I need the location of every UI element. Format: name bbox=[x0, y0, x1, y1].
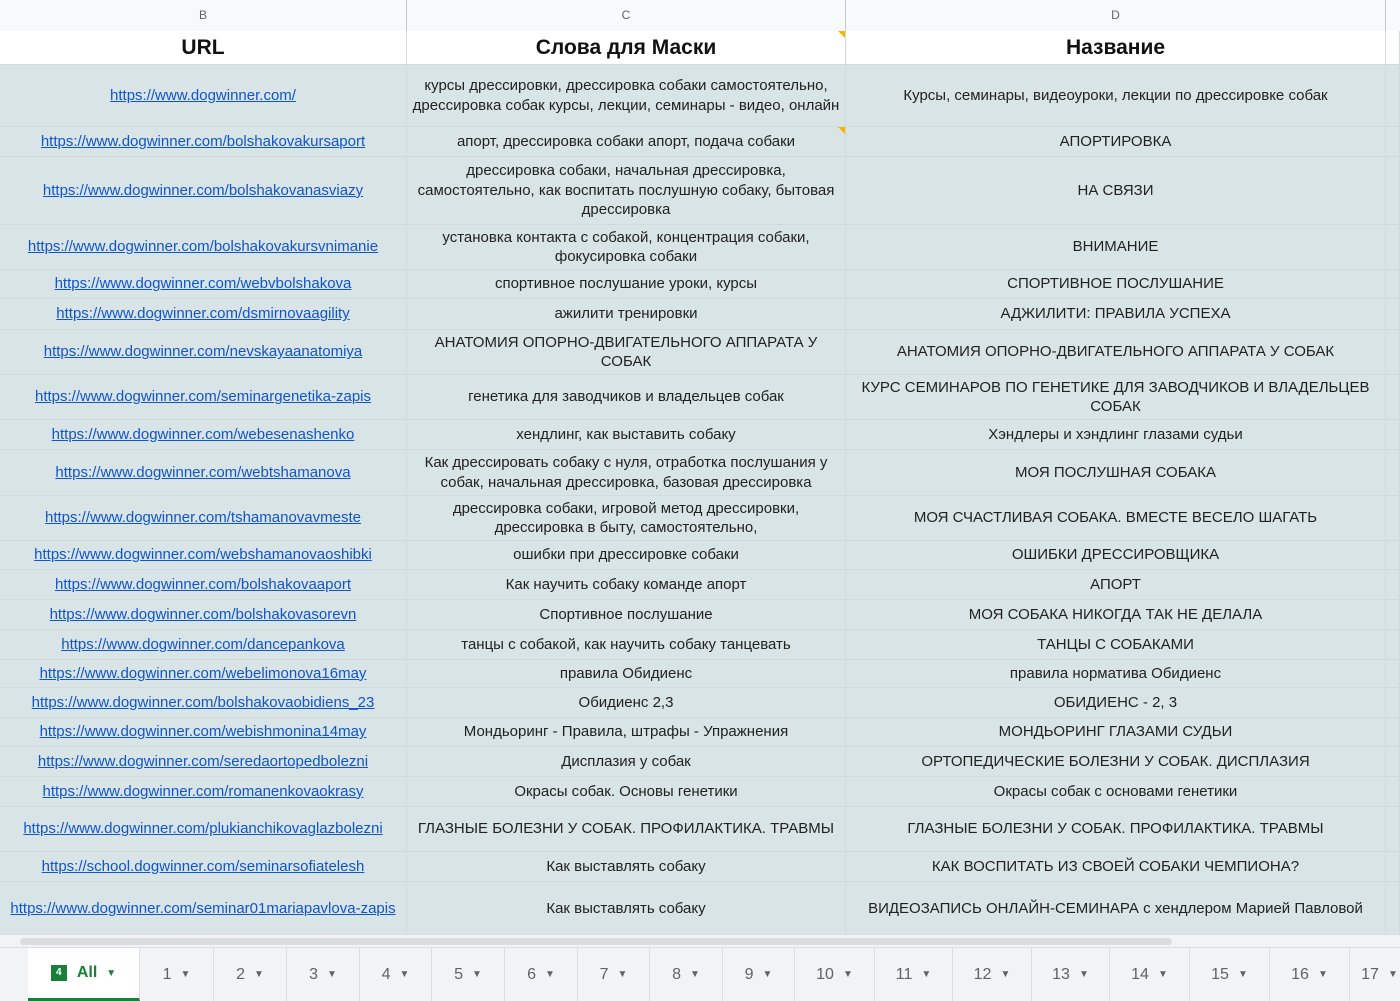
url-cell[interactable] bbox=[0, 852, 407, 882]
header-name[interactable]: Название bbox=[846, 31, 1386, 65]
url-link[interactable]: https://www.dogwinner.com/webishmonina14may bbox=[39, 723, 367, 741]
cell-e[interactable] bbox=[1386, 450, 1400, 496]
mask-cell[interactable]: Как выставлять собаку bbox=[407, 882, 846, 935]
url-link[interactable]: https://www.dogwinner.com/webesenashenko bbox=[51, 425, 355, 443]
sheet-tab-label: 2 bbox=[236, 965, 245, 983]
cell-e[interactable] bbox=[1386, 541, 1400, 570]
name-cell[interactable]: МОЯ ПОСЛУШНАЯ СОБАКА bbox=[846, 450, 1386, 496]
chevron-down-icon[interactable]: ▼ bbox=[180, 969, 191, 980]
chevron-down-icon[interactable]: ▼ bbox=[106, 967, 117, 979]
chevron-down-icon[interactable]: ▼ bbox=[1000, 969, 1011, 980]
sheet-tab-2[interactable] bbox=[214, 948, 287, 1001]
table-row bbox=[0, 718, 1400, 747]
chevron-down-icon[interactable]: ▼ bbox=[1317, 969, 1328, 980]
url-cell[interactable] bbox=[0, 65, 407, 127]
mask-cell[interactable]: Как выставлять собаку bbox=[407, 852, 846, 882]
url-link[interactable]: https://www.dogwinner.com/bolshakovaaport bbox=[55, 575, 351, 593]
mask-cell[interactable]: ошибки при дрессировке собаки bbox=[407, 541, 846, 570]
sheet-tab-label: 9 bbox=[744, 965, 754, 983]
chevron-down-icon[interactable]: ▼ bbox=[921, 969, 932, 980]
url-cell[interactable] bbox=[0, 882, 407, 935]
url-cell[interactable] bbox=[0, 157, 407, 225]
mask-cell[interactable]: курсы дрессировки, дрессировка собаки самостоятельно, дрессировка собак курсы, лекции, семинары - видео, онлайн bbox=[407, 65, 846, 127]
url-link[interactable]: https://www.dogwinner.com/plukianchikovaglazbolezni bbox=[23, 820, 383, 838]
url-cell[interactable] bbox=[0, 127, 407, 157]
cell-e[interactable] bbox=[1386, 630, 1400, 660]
url-cell[interactable] bbox=[0, 299, 407, 330]
chevron-down-icon[interactable]: ▼ bbox=[254, 969, 264, 980]
cell-e[interactable] bbox=[1386, 600, 1400, 630]
sheet-tab-label: 6 bbox=[527, 965, 536, 983]
note-indicator-icon[interactable] bbox=[838, 31, 845, 38]
mask-cell[interactable]: Мондьоринг - Правила, штрафы - Упражнения bbox=[407, 718, 846, 747]
cell-e[interactable] bbox=[1386, 882, 1400, 935]
cell-e[interactable] bbox=[1386, 747, 1400, 777]
mask-cell[interactable]: спортивное послушание уроки, курсы bbox=[407, 270, 846, 299]
chevron-down-icon[interactable]: ▼ bbox=[617, 969, 628, 980]
url-cell[interactable] bbox=[0, 420, 407, 450]
url-cell[interactable] bbox=[0, 570, 407, 600]
chevron-down-icon[interactable]: ▼ bbox=[842, 969, 853, 980]
table-row bbox=[0, 420, 1400, 450]
url-link[interactable]: https://www.dogwinner.com/webvbolshakova bbox=[54, 275, 352, 293]
table-row bbox=[0, 65, 1400, 127]
chevron-down-icon[interactable]: ▼ bbox=[1237, 969, 1248, 980]
name-cell[interactable]: МОЯ СЧАСТЛИВАЯ СОБАКА. ВМЕСТЕ ВЕСЕЛО ШАГАТЬ bbox=[846, 496, 1386, 541]
cell-e[interactable] bbox=[1386, 225, 1400, 270]
chevron-down-icon[interactable]: ▼ bbox=[327, 969, 337, 980]
name-cell[interactable]: СПОРТИВНОЕ ПОСЛУШАНИЕ bbox=[846, 270, 1386, 299]
name-cell[interactable]: Курсы, семинары, видеоуроки, лекции по дрессировке собак bbox=[846, 65, 1386, 127]
table-row bbox=[0, 375, 1400, 420]
url-cell[interactable] bbox=[0, 777, 407, 807]
url-link[interactable]: https://www.dogwinner.com/bolshakovakursvnimanie bbox=[27, 238, 379, 256]
mask-cell[interactable]: дрессировка собаки, игровой метод дрессировки, дрессировка в быту, самостоятельно, bbox=[407, 496, 846, 541]
url-link[interactable]: https://www.dogwinner.com/romanenkovaokrasy bbox=[42, 782, 364, 800]
name-cell[interactable]: АПОРТИРОВКА bbox=[846, 127, 1386, 157]
sheet-tab-label: 14 bbox=[1131, 965, 1149, 983]
mask-cell[interactable]: установка контакта с собакой, концентрация собаки, фокусировка собаки bbox=[407, 225, 846, 270]
sheet-tab-17[interactable] bbox=[1350, 948, 1400, 1001]
name-cell[interactable]: НА СВЯЗИ bbox=[846, 157, 1386, 225]
table-row bbox=[0, 777, 1400, 807]
sheet-tab-label: 10 bbox=[816, 965, 834, 983]
chevron-down-icon[interactable]: ▼ bbox=[399, 969, 410, 980]
sheet-tab-1[interactable] bbox=[140, 948, 214, 1001]
table-row bbox=[0, 450, 1400, 496]
cell-e[interactable] bbox=[1386, 420, 1400, 450]
mask-cell[interactable]: Как научить собаку команде апорт bbox=[407, 570, 846, 600]
cell-e[interactable] bbox=[1386, 375, 1400, 420]
table-row bbox=[0, 660, 1400, 688]
name-cell[interactable]: АДЖИЛИТИ: ПРАВИЛА УСПЕХА bbox=[846, 299, 1386, 330]
cell-e[interactable] bbox=[1386, 660, 1400, 688]
sheet-tab-label: All bbox=[76, 964, 98, 981]
name-cell[interactable]: ОБИДИЕНС - 2, 3 bbox=[846, 688, 1386, 718]
column-header-c[interactable]: C bbox=[407, 0, 846, 31]
url-link[interactable]: https://www.dogwinner.com/bolshakovanasviazy bbox=[42, 181, 364, 199]
sheet-tab-label: 16 bbox=[1291, 965, 1309, 983]
header-mask[interactable]: Слова для Маски bbox=[407, 31, 846, 65]
table-row bbox=[0, 496, 1400, 541]
url-link[interactable]: https://www.dogwinner.com/bolshakovasorevn bbox=[49, 605, 357, 623]
cell-e[interactable] bbox=[1386, 777, 1400, 807]
url-cell[interactable] bbox=[0, 450, 407, 496]
cell-e[interactable] bbox=[1386, 65, 1400, 127]
cell-e[interactable] bbox=[1386, 807, 1400, 852]
url-cell[interactable] bbox=[0, 747, 407, 777]
sheet-tab-label: 4 bbox=[381, 965, 391, 983]
name-cell[interactable]: ВИДЕОЗАПИСЬ ОНЛАЙН-СЕМИНАРА с хендлером Марией Павловой bbox=[846, 882, 1386, 935]
url-cell[interactable] bbox=[0, 330, 407, 375]
mask-cell[interactable]: Дисплазия у собак bbox=[407, 747, 846, 777]
name-cell[interactable]: правила норматива Обидиенс bbox=[846, 660, 1386, 688]
url-cell[interactable] bbox=[0, 600, 407, 630]
chevron-down-icon[interactable]: ▼ bbox=[472, 969, 482, 980]
sheet-tab-label: 1 bbox=[162, 965, 172, 983]
chevron-down-icon[interactable]: ▼ bbox=[1078, 969, 1089, 980]
note-indicator-icon[interactable] bbox=[838, 127, 845, 134]
name-cell[interactable]: ОРТОПЕДИЧЕСКИЕ БОЛЕЗНИ У СОБАК. ДИСПЛАЗИЯ bbox=[846, 747, 1386, 777]
url-cell[interactable] bbox=[0, 688, 407, 718]
url-link[interactable]: https://www.dogwinner.com/webshamanovaoshibki bbox=[34, 546, 372, 564]
sheet-tab-11[interactable] bbox=[875, 948, 953, 1001]
mask-cell[interactable]: ажилити тренировки bbox=[407, 299, 846, 330]
table-row bbox=[0, 630, 1400, 660]
mask-cell[interactable]: правила Обидиенс bbox=[407, 660, 846, 688]
sheet-tab-label: 15 bbox=[1211, 965, 1229, 983]
table-row bbox=[0, 882, 1400, 935]
sheet-tab-3[interactable] bbox=[287, 948, 360, 1001]
url-cell[interactable] bbox=[0, 225, 407, 270]
name-cell[interactable]: КУРС СЕМИНАРОВ ПО ГЕНЕТИКЕ ДЛЯ ЗАВОДЧИКОВ И ВЛАДЕЛЬЦЕВ СОБАК bbox=[846, 375, 1386, 420]
mask-cell[interactable]: Окрасы собак. Основы генетики bbox=[407, 777, 846, 807]
name-cell[interactable]: МОЯ СОБАКА НИКОГДА ТАК НЕ ДЕЛАЛА bbox=[846, 600, 1386, 630]
url-link[interactable]: https://www.dogwinner.com/dancepankova bbox=[61, 635, 345, 653]
url-link[interactable]: https://www.dogwinner.com/bolshakovaobidiens_23 bbox=[31, 693, 375, 711]
sheet-tab-12[interactable] bbox=[953, 948, 1032, 1001]
sheet-tab-label: 8 bbox=[672, 965, 681, 983]
url-cell[interactable] bbox=[0, 270, 407, 299]
cell-e[interactable] bbox=[1386, 718, 1400, 747]
mask-cell[interactable]: Спортивное послушание bbox=[407, 600, 846, 630]
sheet-tab-9[interactable] bbox=[723, 948, 795, 1001]
mask-cell[interactable]: генетика для заводчиков и владельцев собак bbox=[407, 375, 846, 420]
sheet-tab-label: 12 bbox=[973, 965, 992, 983]
url-link[interactable]: https://www.dogwinner.com/dsmirnovaagility bbox=[56, 305, 350, 323]
table-row bbox=[0, 225, 1400, 270]
table-row bbox=[0, 852, 1400, 882]
table-row bbox=[0, 570, 1400, 600]
table-row bbox=[0, 541, 1400, 570]
sheet-tab-label: 11 bbox=[895, 965, 913, 983]
cell-e[interactable] bbox=[1386, 570, 1400, 600]
sheet-tab-16[interactable] bbox=[1270, 948, 1350, 1001]
url-link[interactable]: https://www.dogwinner.com/webelimonova16may bbox=[39, 664, 367, 682]
sheet-tab-label: 17 bbox=[1361, 965, 1379, 983]
header-url[interactable]: URL bbox=[0, 31, 407, 65]
column-header-b[interactable]: B bbox=[0, 0, 407, 31]
name-cell[interactable]: Окрасы собак с основами генетики bbox=[846, 777, 1386, 807]
url-link[interactable]: https://www.dogwinner.com/seminar01mariapavlova-zapis bbox=[10, 900, 396, 918]
chevron-down-icon[interactable]: ▼ bbox=[1387, 969, 1398, 980]
table-row bbox=[0, 600, 1400, 630]
table-row bbox=[0, 688, 1400, 718]
header-row bbox=[0, 31, 1400, 65]
url-cell[interactable] bbox=[0, 541, 407, 570]
chevron-down-icon[interactable]: ▼ bbox=[690, 969, 700, 980]
sheet-tab-10[interactable] bbox=[795, 948, 875, 1001]
url-cell[interactable] bbox=[0, 375, 407, 420]
chevron-down-icon[interactable]: ▼ bbox=[762, 969, 773, 980]
sheet-badge-icon: 4 bbox=[51, 965, 67, 981]
column-header-d[interactable]: D bbox=[846, 0, 1386, 31]
url-link[interactable]: https://www.dogwinner.com/seminargenetika-zapis bbox=[35, 388, 371, 406]
url-link[interactable]: https://www.dogwinner.com/nevskayaanatomiya bbox=[43, 343, 363, 361]
mask-cell[interactable]: ГЛАЗНЫЕ БОЛЕЗНИ У СОБАК. ПРОФИЛАКТИКА. ТРАВМЫ bbox=[407, 807, 846, 852]
table-row bbox=[0, 807, 1400, 852]
name-cell[interactable]: ВНИМАНИЕ bbox=[846, 225, 1386, 270]
column-header-bar bbox=[0, 0, 1400, 32]
table-row bbox=[0, 270, 1400, 299]
url-link[interactable]: https://school.dogwinner.com/seminarsofiatelesh bbox=[41, 857, 365, 875]
sheet-tab-label: 7 bbox=[599, 965, 609, 983]
cell-e[interactable] bbox=[1386, 688, 1400, 718]
name-cell[interactable]: КАК ВОСПИТАТЬ ИЗ СВОЕЙ СОБАКИ ЧЕМПИОНА? bbox=[846, 852, 1386, 882]
url-link[interactable]: https://www.dogwinner.com/bolshakovakursaport bbox=[40, 132, 366, 150]
sheet-tab-7[interactable] bbox=[578, 948, 650, 1001]
name-cell[interactable]: ГЛАЗНЫЕ БОЛЕЗНИ У СОБАК. ПРОФИЛАКТИКА. ТРАВМЫ bbox=[846, 807, 1386, 852]
url-cell[interactable] bbox=[0, 718, 407, 747]
url-cell[interactable] bbox=[0, 496, 407, 541]
cell-e[interactable] bbox=[1386, 852, 1400, 882]
mask-cell[interactable]: хендлинг, как выставить собаку bbox=[407, 420, 846, 450]
url-cell[interactable] bbox=[0, 807, 407, 852]
mask-cell[interactable]: дрессировка собаки, начальная дрессировка, самостоятельно, как воспитать послушную собаку, бытовая дрессировка bbox=[407, 157, 846, 225]
mask-cell[interactable]: АНАТОМИЯ ОПОРНО-ДВИГАТЕЛЬНОГО АППАРАТА У СОБАК bbox=[407, 330, 846, 375]
chevron-down-icon[interactable]: ▼ bbox=[1157, 969, 1168, 980]
sheet-tab-all[interactable] bbox=[28, 948, 140, 1001]
url-link[interactable]: https://www.dogwinner.com/seredaortopedbolezni bbox=[37, 752, 369, 770]
url-link[interactable]: https://www.dogwinner.com/webtshamanova bbox=[55, 463, 351, 481]
horizontal-scrollbar-thumb[interactable] bbox=[20, 938, 1172, 945]
table-row bbox=[0, 127, 1400, 157]
mask-cell[interactable]: апорт, дрессировка собаки апорт, подача собаки bbox=[407, 127, 846, 157]
sheet-tab-4[interactable] bbox=[360, 948, 432, 1001]
cell-e[interactable] bbox=[1386, 496, 1400, 541]
table-row bbox=[0, 157, 1400, 225]
sheet-tab-13[interactable] bbox=[1032, 948, 1110, 1001]
table-row bbox=[0, 299, 1400, 330]
url-cell[interactable] bbox=[0, 630, 407, 660]
cell-e[interactable] bbox=[1386, 270, 1400, 299]
cell-e[interactable] bbox=[1386, 127, 1400, 157]
mask-cell[interactable]: танцы с собакой, как научить собаку танцевать bbox=[407, 630, 846, 660]
sheet-tab-15[interactable] bbox=[1190, 948, 1270, 1001]
name-cell[interactable]: ОШИБКИ ДРЕССИРОВЩИКА bbox=[846, 541, 1386, 570]
sheet-tab-label: 13 bbox=[1052, 965, 1070, 983]
url-cell[interactable] bbox=[0, 660, 407, 688]
chevron-down-icon[interactable]: ▼ bbox=[545, 969, 555, 980]
cell-e[interactable] bbox=[1386, 157, 1400, 225]
name-cell[interactable]: ТАНЦЫ С СОБАКАМИ bbox=[846, 630, 1386, 660]
sheet-tab-label: 3 bbox=[309, 965, 318, 983]
name-cell[interactable]: МОНДЬОРИНГ ГЛАЗАМИ СУДЬИ bbox=[846, 718, 1386, 747]
cell-e[interactable] bbox=[1386, 31, 1400, 65]
cell-e[interactable] bbox=[1386, 330, 1400, 375]
sheet-tab-8[interactable] bbox=[650, 948, 723, 1001]
mask-cell[interactable]: Как дрессировать собаку с нуля, отработка послушания у собак, начальная дрессировка, базовая дрессировка bbox=[407, 450, 846, 496]
name-cell[interactable]: Хэндлеры и хэндлинг глазами судьи bbox=[846, 420, 1386, 450]
mask-cell[interactable]: Обидиенс 2,3 bbox=[407, 688, 846, 718]
sheet-tab-6[interactable] bbox=[505, 948, 578, 1001]
sheet-tab-14[interactable] bbox=[1110, 948, 1190, 1001]
sheet-tab-label: 5 bbox=[454, 965, 463, 983]
table-row bbox=[0, 330, 1400, 375]
url-link[interactable]: https://www.dogwinner.com/ bbox=[110, 86, 296, 104]
name-cell[interactable]: АПОРТ bbox=[846, 570, 1386, 600]
name-cell[interactable]: АНАТОМИЯ ОПОРНО-ДВИГАТЕЛЬНОГО АППАРАТА У СОБАК bbox=[846, 330, 1386, 375]
sheet-tabs-bar bbox=[0, 947, 1400, 1001]
url-link[interactable]: https://www.dogwinner.com/tshamanovavmeste bbox=[45, 509, 361, 527]
table-row bbox=[0, 747, 1400, 777]
cell-e[interactable] bbox=[1386, 299, 1400, 330]
sheet-tab-5[interactable] bbox=[432, 948, 505, 1001]
